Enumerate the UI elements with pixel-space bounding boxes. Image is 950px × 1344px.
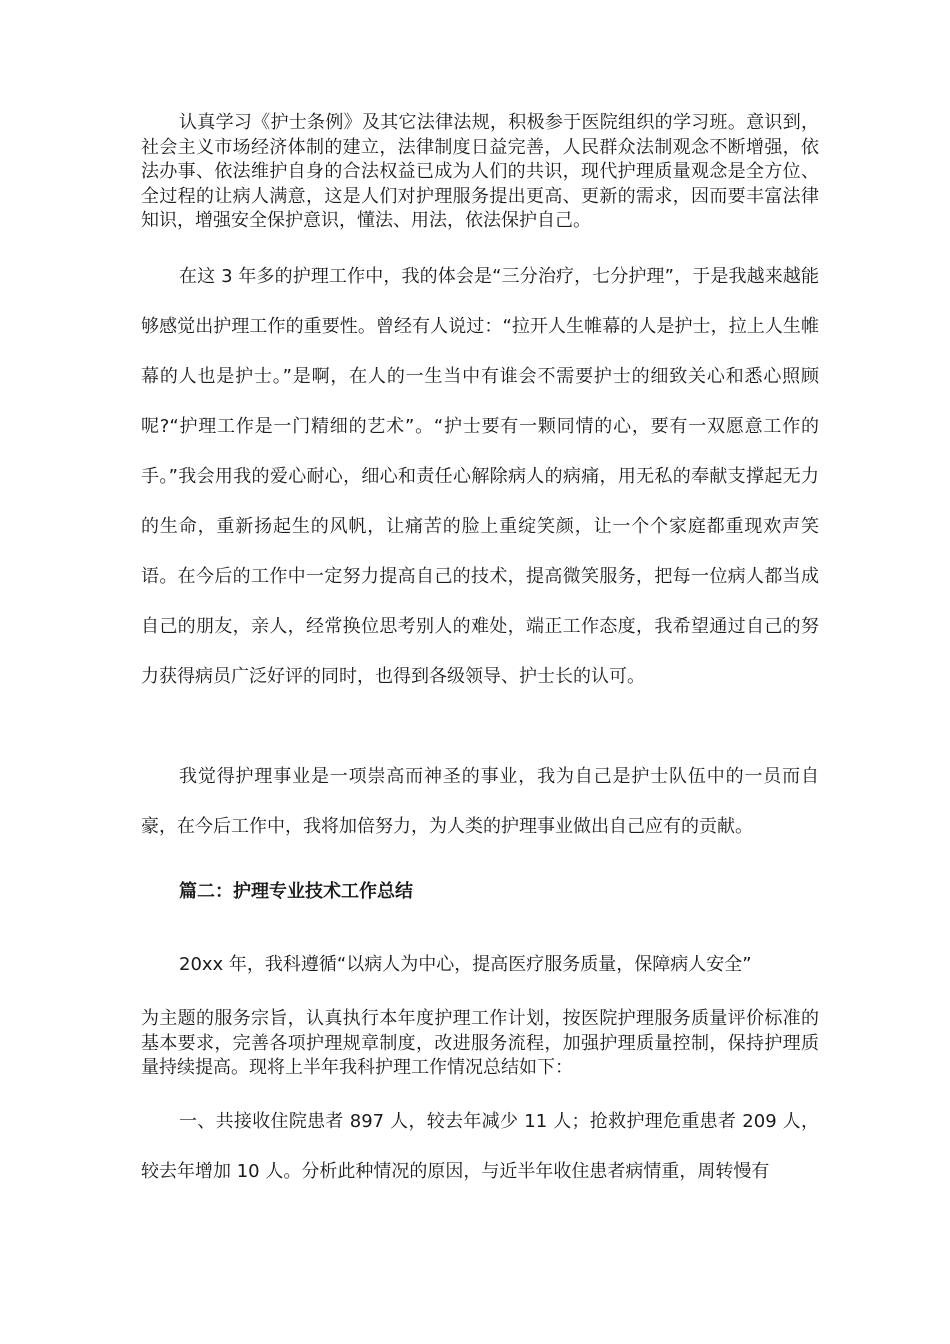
paragraph-nursing-experience: 在这 3 年多的护理工作中，我的体会是“三分治疗，七分护理”，于是我越来越能够感觉出护理工作的重要性。曾经有人说过：“拉开人生帷幕的人是护士，拉上人生帷幕的人也是护士。”是啊，在人的一生当中有谁会不需要护士的细致关心和悉心照顾呢?“护理工作是一门精细的艺术”。“护士要有一颗同情的心，要有一双愿意工作的手。”我会用我的爱心耐心，细心和责任心解除病人的病痛，用无私的奉献支撑起无力的生命，重新扬起生的风帆，让痛苦的脸上重绽笑颜，让一个个家庭都重现欢声笑语。在今后的工作中一定努力提高自己的技术，提高微笑服务，把每一位病人都当成自己的朋友，亲人，经常换位思考别人的难处，端正工作态度，我希望通过自己的努力获得病员广泛好评的同时，也得到各级领导、护士长的认可。 bbox=[141, 266, 819, 687]
paragraph-legal-study: 认真学习《护士条例》及其它法律法规，积极参于医院组织的学习班。意识到，社会主义市场经济体制的建立，法律制度日益完善，人民群众法制观念不断增强，依法办事、依法维护自身的合法权益已成为人们的共识，现代护理质量观念是全方位、全过程的让病人满意，这是人们对护理服务提出更高、更新的需求，因而要丰富法律知识，增强安全保护意识，懂法、用法，依法保护自己。 bbox=[141, 112, 819, 231]
section-heading: 篇二：护理专业技术工作总结 bbox=[179, 881, 413, 902]
paragraph-patient-statistics: 一、共接收住院患者 897 人，较去年减少 11 人；抢救护理危重患者 209 人，较去年增加 10 人。分析此种情况的原因，与近半年收住患者病情重，周转慢有 bbox=[141, 1111, 819, 1182]
paragraph-summary-purpose: 为主题的服务宗旨，认真执行本年度护理工作计划，按医院护理服务质量评价标准的基本要求，完善各项护理规章制度，改进服务流程，加强护理质量控制，保持护理质量持续提高。现将上半年我科护理工作情况总结如下： bbox=[141, 1008, 819, 1078]
paragraph-summary-intro: 20xx 年，我科遵循“以病人为中心，提高医疗服务质量，保障病人安全” bbox=[179, 954, 752, 975]
paragraph-nursing-career: 我觉得护理事业是一项崇高而神圣的事业，我为自己是护士队伍中的一员而自豪，在今后工作中，我将加倍努力，为人类的护理事业做出自己应有的贡献。 bbox=[141, 766, 819, 837]
